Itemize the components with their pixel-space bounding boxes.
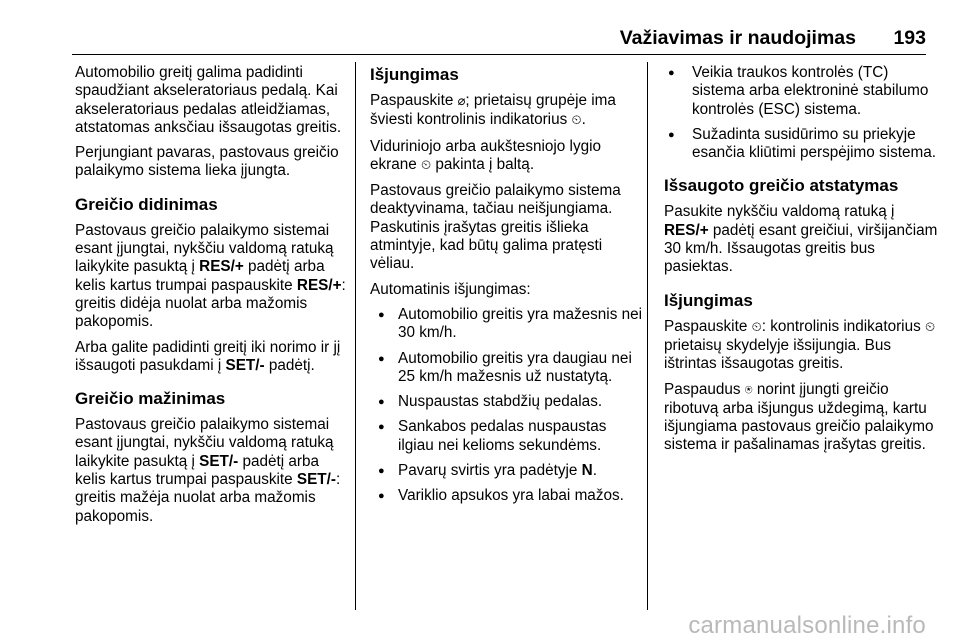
heading-speed-decrease: Greičio mažinimas <box>75 389 226 409</box>
cruise-control-icon: ⏲ <box>421 157 432 173</box>
section-title: Važiavimas ir naudojimas <box>619 27 856 49</box>
column-2 <box>370 64 642 513</box>
paragraph: Pastovaus greičio palaikymo sistemai esant įjungtai, nykščiu valdomą ratuką laikykite pasuktą į RES/+ padėtį arba kelis kartus trumpai paspauskite RES/+: greitis didėja nuolat arba mažomis pakopomis. <box>75 221 346 331</box>
heading-switch-off: Išjungimas <box>664 290 753 310</box>
speed-limiter-icon: ⍟ <box>744 382 753 398</box>
heading-deactivation: Išjungimas <box>370 65 459 84</box>
header-rule <box>72 54 926 55</box>
list-item: ● Sankabos pedalas nuspaustas ilgiau nei kelioms sekundėms. <box>370 418 642 455</box>
paragraph: Automatinis išjungimas: <box>370 280 531 298</box>
list-item: ● Veikia traukos kontrolės (TC) sistema arba elektroninė stabilumo kontrolės (ESC) sistema. <box>664 64 940 119</box>
column-1 <box>75 64 351 533</box>
auto-deactivation-list <box>370 306 642 506</box>
paragraph: Paspauskite ⌀; prietaisų grupėje ima šviesti kontrolinis indikatorius ⏲. <box>370 92 616 129</box>
list-item: ● Automobilio greitis yra mažesnis nei 30 km/h. <box>370 306 642 343</box>
list-item: ● Variklio apsukos yra labai mažos. <box>370 487 642 505</box>
paragraph: Paspaudus ⍟ norint įjungti greičio ribotuvą arba išjungus uždegimą, kartu išjungiama pastovaus greičio palaikymo sistema ir pašalinamas įrašytas greitis. <box>664 380 934 454</box>
page-number: 193 <box>893 27 926 49</box>
paragraph: Arba galite padidinti greitį iki norimo ir jį išsaugoti pasukdami į SET/- padėtį. <box>75 338 341 374</box>
column-divider-1 <box>355 62 356 610</box>
cruise-control-icon: ⏲ <box>751 319 762 335</box>
paragraph: Paspauskite ⏲: kontrolinis indikatorius ⏲ prietaisų skydelyje išsijungia. Bus ištrintas išsaugotas greitis. <box>664 317 936 373</box>
paragraph: Pastovaus greičio palaikymo sistemai esant įjungtai, nykščiu valdomą ratuką laikykite pasuktą į SET/- padėtį arba kelis kartus trumpai paspauskite SET/-: greitis mažėja nuolat arba mažomis pakopomis. <box>75 416 341 525</box>
cruise-control-icon: ⏲ <box>924 319 936 335</box>
watermark: carmanualsonline.info <box>688 612 926 639</box>
paragraph: Pasukite nykščiu valdomą ratuką į RES/+ padėtį esant greičiui, viršijančiam 30 km/h. Išsaugotas greitis bus pasiektas. <box>664 203 938 276</box>
paragraph: Viduriniojo arba aukštesniojo lygio ekrane ⏲ pakinta į baltą. <box>370 137 602 173</box>
column-divider-2 <box>647 62 648 610</box>
list-item: ● Pavarų svirtis yra padėtyje N. <box>370 462 642 480</box>
paragraph: Pastovaus greičio palaikymo sistema deaktyvinama, tačiau neišjungiama. Paskutinis įrašytas greitis išlieka atmintyje, kad būtų galima pratęsti vėliau. <box>370 182 621 273</box>
page-header <box>0 0 960 58</box>
list-item: ● Sužadinta susidūrimo su priekyje esančia kliūtimi perspėjimo sistema. <box>664 126 940 163</box>
cruise-control-icon: ⏲ <box>571 113 582 129</box>
auto-deactivation-list-cont <box>664 64 940 162</box>
heading-restore-speed: Išsaugoto greičio atstatymas <box>664 176 899 196</box>
list-item: ● Automobilio greitis yra daugiau nei 25 km/h mažesnis už nustatytą. <box>370 350 642 387</box>
cruise-cancel-icon: ⌀ <box>457 94 466 109</box>
column-3 <box>664 64 940 462</box>
paragraph: Perjungiant pavaras, pastovaus greičio palaikymo sistema lieka įjungta. <box>75 144 339 180</box>
paragraph: Automobilio greitį galima padidinti spaudžiant akseleratoriaus pedalą. Kai akseleratoriaus pedalas atleidžiamas, atstatomas anksčiau išsaugotas greitis. <box>75 64 342 136</box>
list-item: ● Nuspaustas stabdžių pedalas. <box>370 393 642 411</box>
heading-speed-increase: Greičio didinimas <box>75 194 218 214</box>
